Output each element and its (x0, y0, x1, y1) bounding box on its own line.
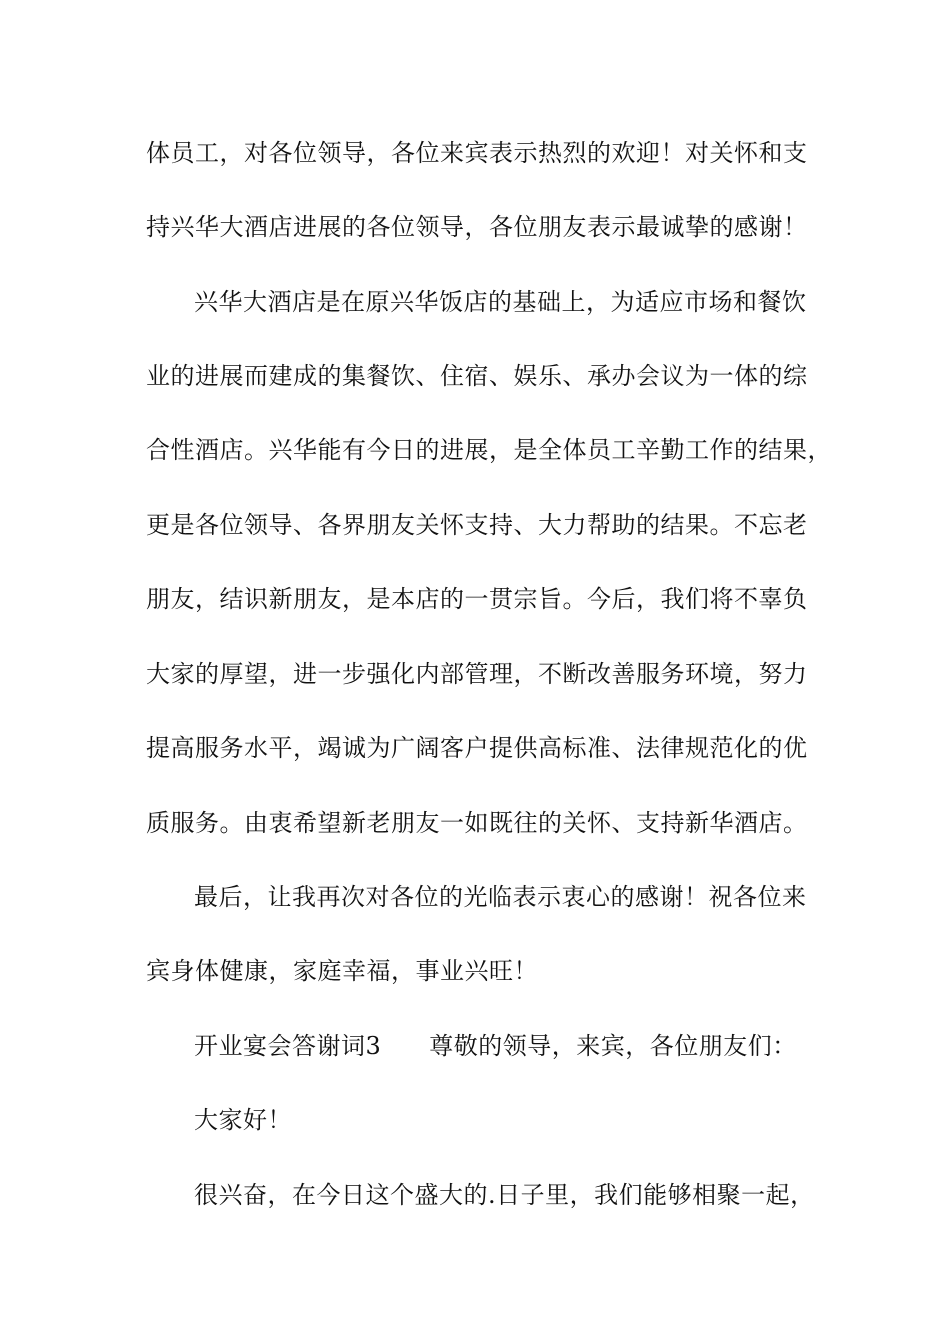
paragraph-start-line: 很兴奋，在今日这个盛大的.日子里，我们能够相聚一起， (194, 1181, 815, 1209)
section-title: 开业宴会答谢词3 (194, 1032, 382, 1060)
text-line: 提高服务水平，竭诚为广阔客户提供高标准、法律规范化的优 (146, 734, 808, 762)
text-line: 合性酒店。兴华能有今日的进展，是全体员工辛勤工作的结果， (146, 436, 832, 464)
text-line: 质服务。由衷希望新老朋友一如既往的关怀、支持新华酒店。 (146, 809, 808, 837)
text-line: 体员工，对各位领导，各位来宾表示热烈的欢迎！对关怀和支 (146, 139, 808, 167)
section-heading-line (194, 1031, 797, 1061)
text-line: 持兴华大酒店进展的各位领导，各位朋友表示最诚挚的感谢！ (146, 213, 808, 241)
salutation: 尊敬的领导，来宾，各位朋友们： (429, 1032, 797, 1060)
paragraph-start-line: 兴华大酒店是在原兴华饭店的基础上，为适应市场和餐饮 (194, 288, 807, 316)
greeting-line: 大家好！ (194, 1106, 292, 1134)
text-line: 大家的厚望，进一步强化内部管理，不断改善服务环境，努力 (146, 660, 808, 688)
text-line: 朋友，结识新朋友，是本店的一贯宗旨。今后，我们将不辜负 (146, 585, 808, 613)
text-line: 业的进展而建成的集餐饮、住宿、娱乐、承办会议为一体的综 (146, 362, 808, 390)
text-line: 宾身体健康，家庭幸福，事业兴旺！ (146, 957, 538, 985)
paragraph-start-line: 最后，让我再次对各位的光临表示衷心的感谢！祝各位来 (194, 883, 807, 911)
text-line: 更是各位领导、各界朋友关怀支持、大力帮助的结果。不忘老 (146, 511, 808, 539)
